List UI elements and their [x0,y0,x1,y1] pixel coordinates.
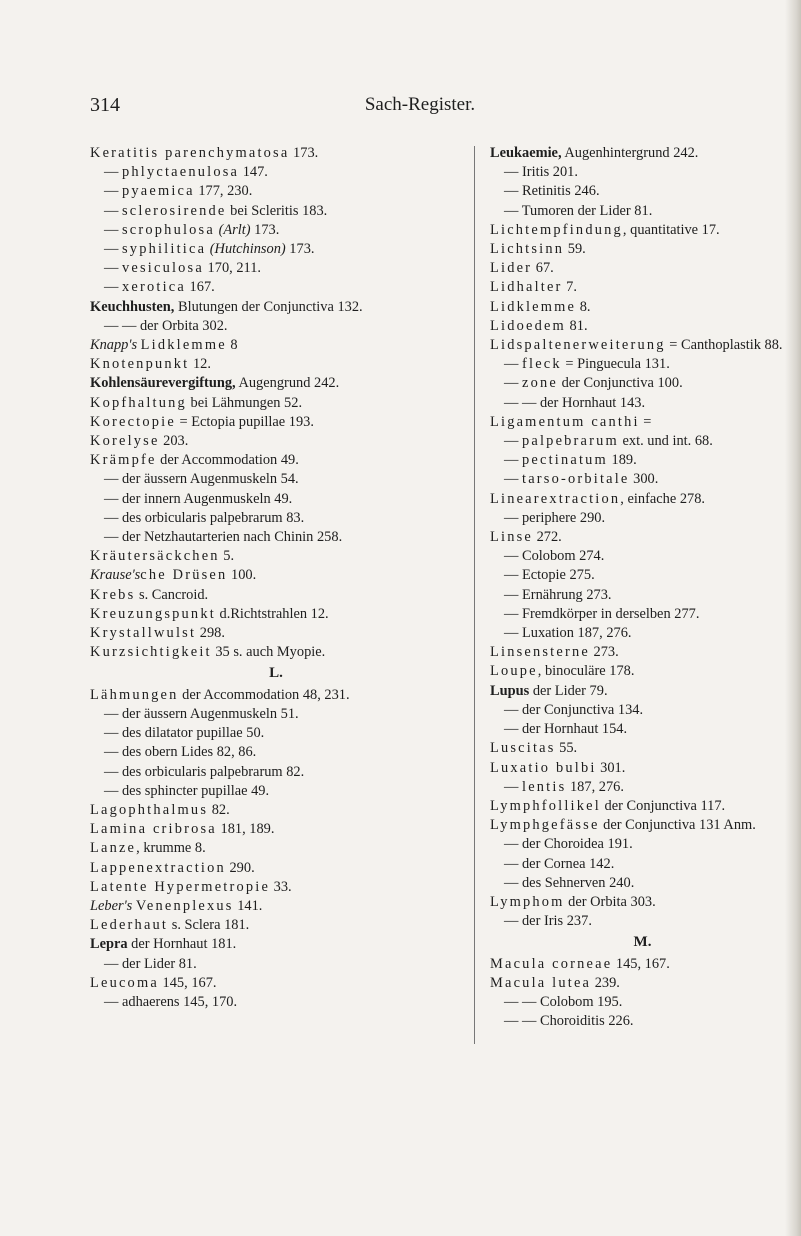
entry-text: 173. [285,241,315,258]
entry-text: Kohlensäurevergiftung, [90,375,236,392]
entry-text: 177, 230. [194,183,253,200]
index-entry [490,163,795,182]
index-entry [490,993,795,1012]
index-entry [90,897,462,916]
entry-text: — des Sehnerven 240. [504,874,635,891]
entry-text: — der Choroidea 191. [504,836,633,853]
entry-text: der Conjunctiva 100. [557,375,683,392]
entry-text: der Lider 79. [529,682,608,699]
entry-text: Lymphgefässe [490,817,600,834]
entry-text: L. [269,665,283,682]
entry-text: che Drüsen [140,567,228,584]
entry-text: Lanze [90,840,137,857]
entry-text: — Fremdkörper in derselben 277. [504,605,700,622]
entry-text: — [504,778,522,795]
index-entry [490,835,795,854]
entry-text: Kräutersäckchen [90,548,220,565]
entry-text: , quantitative 17. [622,221,720,238]
entry-text: 203. [159,433,189,450]
index-entry [490,893,795,912]
entry-text: Krause's [90,567,141,584]
index-entry [90,470,462,489]
entry-text: bei Scleritis 183. [226,202,328,219]
entry-text: Lappenextraction [90,859,226,876]
entry-text: — — Choroiditis 226. [504,1013,634,1030]
entry-text: — periphere 290. [504,509,606,526]
index-entry [490,624,795,643]
index-entry [90,624,462,643]
entry-text: s. Sclera 181. [168,917,250,934]
index-entry [490,778,795,797]
entry-text: Lähmungen [90,686,179,703]
index-entry [90,686,462,705]
page-header [90,94,750,122]
entry-text: = Ectopia pupillae 193. [175,413,314,430]
entry-text: Lidspaltenerweiterung [490,337,666,354]
entry-text: — [104,202,122,219]
entry-text: 173. [250,221,280,238]
index-entry [490,202,795,221]
index-entry [90,451,462,470]
index-entry [90,163,462,182]
entry-text: — der äussern Augenmuskeln 54. [104,471,299,488]
entry-text: Leukaemie, [490,145,562,161]
entry-text: — Tumoren der Lider 81. [504,202,653,219]
entry-text: Lidklemme [140,337,227,354]
entry-text: = Pinguecula 131. [561,356,670,373]
entry-text: — adhaerens 145, 170. [104,993,238,1010]
entry-text: sclerosirende [122,202,227,219]
entry-text: pectinatum [522,452,608,469]
entry-text: 272. [532,529,562,546]
index-entry [90,336,462,355]
index-entry [90,182,462,201]
entry-text: Lymphom [490,893,565,910]
entry-text: 7. [562,279,577,296]
entry-text: 35 s. auch Myopie. [211,644,326,661]
index-entry [490,413,795,432]
index-entry [490,605,795,624]
index-entry [490,528,795,547]
entry-text: zone [522,375,558,392]
index-entry [90,509,462,528]
entry-text: ext. und int. 68. [618,433,713,450]
index-entry [490,259,795,278]
entry-text: — Luxation 187, 276. [504,625,632,642]
index-entry [490,547,795,566]
index-entry [490,470,795,489]
index-entry [90,566,462,585]
entry-text: 187, 276. [566,778,624,795]
entry-text: , binoculäre 178. [537,663,635,680]
index-entry [490,586,795,605]
index-entry [90,240,462,259]
entry-text: Ligamentum canthi [490,413,640,430]
entry-text: 145, 167. [612,955,670,972]
index-entry [90,724,462,743]
entry-text: Krystallwulst [90,625,197,642]
entry-text: — [104,221,122,238]
index-entry [90,993,462,1012]
entry-text: Krebs [90,586,136,603]
entry-text: der Conjunctiva 117. [600,797,726,814]
entry-text: — [504,356,522,373]
index-entry [490,451,795,470]
section-letter [490,933,795,952]
index-entry [90,394,462,413]
index-entry [490,874,795,893]
index-entry [490,240,795,259]
entry-text: — — der Hornhaut 143. [504,394,646,411]
entry-text: bei Lähmungen 52. [186,394,303,411]
index-entry [90,705,462,724]
entry-text: 33. [270,878,292,895]
index-entry [90,839,462,858]
entry-text: Lider [490,260,533,277]
entry-text: 173. [289,145,319,161]
index-entry [490,566,795,585]
index-entry [490,144,795,163]
index-entry [490,317,795,336]
entry-text: Augengrund 242. [235,375,340,392]
entry-text: Lichtempfindung [490,221,623,238]
entry-text: der Accommodation 48, 231. [178,686,350,703]
entry-text: Knapp's [90,337,138,354]
index-entry [90,605,462,624]
index-entry [490,797,795,816]
entry-text: Latente Hypermetropie [90,878,271,895]
entry-text: Lamina cribrosa [90,821,217,838]
index-entry [90,374,462,393]
index-entry [90,859,462,878]
entry-text: — Ernährung 273. [504,586,612,603]
entry-text: Lederhaut [90,917,169,934]
entry-text: — der innern Augenmuskeln 49. [104,490,293,507]
index-entry [490,355,795,374]
entry-text: Linearextraction [490,490,621,507]
entry-text: 301. [596,759,626,776]
entry-text: Lichtsinn [490,241,565,258]
entry-text: 170, 211. [203,260,261,277]
entry-text: 55. [555,740,578,757]
index-entry [90,763,462,782]
entry-text: (Arlt) [218,221,251,238]
entry-text: Keratitis parenchymatosa [90,145,290,161]
entry-text: Kreuzungspunkt [90,605,216,622]
entry-text: — des orbicularis palpebrarum 82. [104,763,305,780]
entry-text: — des orbicularis palpebrarum 83. [104,509,305,526]
entry-text: Linse [490,529,533,546]
entry-text: — [104,183,122,200]
index-entry [90,144,462,163]
entry-text: Lagophthalmus [90,801,209,818]
entry-text: pyaemica [122,183,195,200]
entry-text: Venenplexus [135,897,234,914]
index-entry [90,547,462,566]
entry-text: der Orbita 303. [564,893,656,910]
entry-text: — — Colobom 195. [504,993,623,1010]
index-entry [490,912,795,931]
entry-text: — der Netzhautarterien nach Chinin 258. [104,529,343,546]
index-entry [490,278,795,297]
entry-text: — der Hornhaut 154. [504,721,628,738]
entry-text: Macula lutea [490,974,592,991]
entry-text: Luxatio bulbi [490,759,597,776]
section-letter [90,664,462,683]
index-entry [90,528,462,547]
entry-text: palpebrarum [522,433,619,450]
entry-text: phlyctaenulosa [122,164,240,181]
entry-text: 145, 167. [158,974,217,991]
index-entry [90,221,462,240]
index-entry [90,317,462,336]
index-entry [90,202,462,221]
entry-text: — der Cornea 142. [504,855,615,872]
entry-text: s. Cancroid. [135,586,209,603]
entry-text: — Ectopie 275. [504,567,595,584]
index-entry [490,490,795,509]
entry-text: 300. [629,471,659,488]
index-entry [490,974,795,993]
index-entry [90,278,462,297]
index-entry [490,432,795,451]
index-entry [90,259,462,278]
entry-text: Kurzsichtigkeit [90,644,212,661]
running-title: Sach-Register. [364,94,476,115]
entry-text: — Iritis 201. [504,164,578,181]
entry-text: 67. [532,260,554,277]
entry-text: scrophulosa [122,221,215,238]
entry-text: , krumme 8. [136,840,206,857]
entry-text: — des obern Lides 82, 86. [104,744,257,761]
entry-text: — der Conjunctiva 134. [504,701,644,718]
index-entry [90,935,462,954]
index-entry [90,974,462,993]
index-entry [90,916,462,935]
entry-text: 12. [189,356,211,373]
entry-text: Linsensterne [490,644,590,661]
entry-text: — [504,433,522,450]
index-entry [90,586,462,605]
entry-text: 82. [208,801,230,818]
entry-text: Lidhalter [490,279,563,296]
entry-text: Leber's [90,897,133,914]
entry-text: 100. [227,567,257,584]
index-entry [490,643,795,662]
entry-text: — [104,260,122,277]
entry-text: = Canthoplastik 88. [665,337,783,354]
entry-text: Lidklemme [490,298,577,315]
entry-text: Korelyse [90,433,160,450]
entry-text: Krämpfe [90,452,157,469]
entry-text: — [504,471,522,488]
index-entry [490,720,795,739]
entry-text: 8 [226,337,238,354]
entry-text: 5. [219,548,235,565]
index-entry [490,1012,795,1031]
index-entry [490,221,795,240]
index-entry [490,336,795,355]
entry-text: Macula corneae [490,955,613,972]
entry-text: — — der Orbita 302. [104,317,228,334]
index-entry [90,955,462,974]
entry-text: — des sphincter pupillae 49. [104,782,270,799]
entry-text: — [504,452,522,469]
entry-text: lentis [522,778,567,795]
entry-text: der Conjunctiva 131 Anm. [599,817,756,834]
entry-text: vesiculosa [122,260,204,277]
index-entry [90,413,462,432]
index-entry [490,759,795,778]
entry-text: 181, 189. [216,821,275,838]
entry-text: Lupus [490,682,530,699]
index-entry [490,182,795,201]
entry-text: — [504,375,522,392]
entry-text: fleck [522,356,562,373]
entry-text: 147. [239,164,268,181]
index-entry [490,816,795,835]
index-entry [90,298,462,317]
entry-text: Augenhintergrund 242. [561,145,699,161]
entry-text: 141. [233,897,263,914]
entry-text: 239. [591,974,620,991]
index-entry [490,682,795,701]
entry-text: — der Iris 237. [504,913,592,930]
entry-text: — Colobom 274. [504,548,605,565]
index-entry [90,355,462,374]
entry-text: 189. [607,452,637,469]
entry-text: — [104,241,122,258]
index-entry [490,739,795,758]
entry-text: Luscitas [490,740,556,757]
entry-text: Lymphfollikel [490,797,601,814]
index-entry [90,432,462,451]
entry-text: , einfache 278. [620,490,706,507]
index-entry [90,782,462,801]
entry-text: Blutungen der Conjunctiva 132. [174,298,363,315]
entry-text: — [104,164,122,181]
index-entry [490,298,795,317]
entry-text: Korectopie [90,413,176,430]
entry-text: Leucoma [90,974,159,991]
page-number: 314 [90,94,120,116]
entry-text: 81. [565,317,588,334]
index-entry [90,743,462,762]
index-column-right [490,144,795,1031]
entry-text: der Hornhaut 181. [127,936,237,953]
entry-text: tarso-orbitale [522,471,630,488]
column-divider [474,146,475,1044]
entry-text: 167. [185,279,215,296]
index-entry [90,878,462,897]
entry-text: Keuchhusten, [90,298,175,315]
entry-text: M. [633,934,652,951]
entry-text: der Accommodation 49. [156,452,299,469]
index-entry [90,643,462,662]
entry-text: Kopfhaltung [90,394,187,411]
entry-text: — der äussern Augenmuskeln 51. [104,705,299,722]
index-entry [490,701,795,720]
entry-text: (Hutchinson) [209,241,286,258]
index-entry [90,820,462,839]
entry-text: 290. [225,859,255,876]
index-entry [490,394,795,413]
entry-text: Knotenpunkt [90,356,190,373]
index-entry [90,801,462,820]
entry-text: — Retinitis 246. [504,183,600,200]
entry-text: Loupe [490,663,538,680]
index-entry [490,955,795,974]
entry-text: Lidoedem [490,317,566,334]
entry-text: 298. [196,625,225,642]
entry-text: 273. [589,644,619,661]
index-entry [90,490,462,509]
entry-text: xerotica [122,279,186,296]
entry-text: — [104,279,122,296]
entry-text: d.Richtstrahlen 12. [215,605,329,622]
entry-text: Lepra [90,936,128,953]
entry-text: = [639,413,652,430]
index-entry [490,374,795,393]
index-entry [490,662,795,681]
index-column-left [90,144,462,1012]
index-entry [490,855,795,874]
entry-text: 8. [576,298,591,315]
entry-text: — der Lider 81. [104,955,197,972]
entry-text: syphilitica [122,241,207,258]
entry-text: 59. [564,241,586,258]
index-entry [490,509,795,528]
entry-text: — des dilatator pupillae 50. [104,725,265,742]
